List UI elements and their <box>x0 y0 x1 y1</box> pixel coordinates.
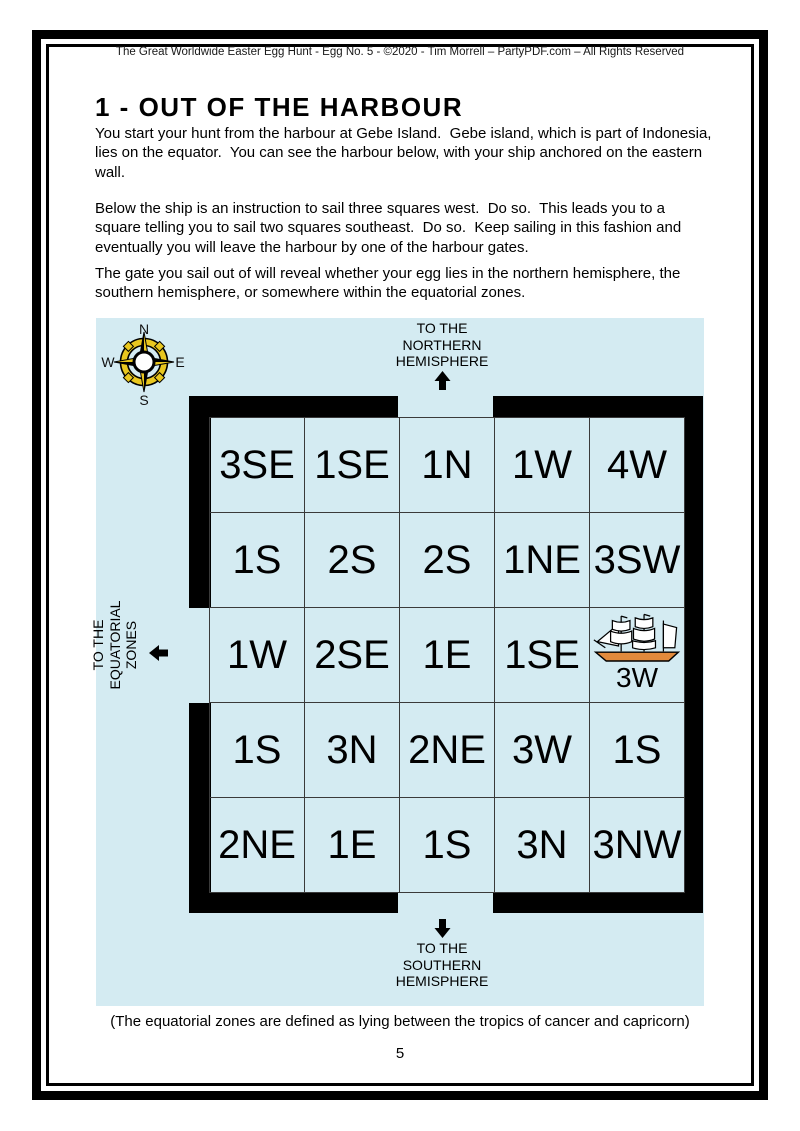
page-title: 1 - OUT OF THE HARBOUR <box>95 92 464 122</box>
grid-cell: 1S <box>590 703 685 798</box>
west-gate-label: TO THE EQUATORIAL ZONES <box>90 600 140 690</box>
harbour-wall-west-upper <box>189 396 211 608</box>
gates-paragraph: The gate you sail out of will reveal whether your egg lies in the northern hemisphere, the southern hemisphere, or somewhere within the equatorial zones. <box>95 265 685 302</box>
grid-cell: 3NW <box>590 798 685 893</box>
instructions-paragraph: Below the ship is an instruction to sail three squares west. Do so. This leads you to a square telling you to sail two squares southeast. Do so. Keep sailing in this fashion and eventually you will leave the harbour by one of the harbour gates. <box>95 200 686 256</box>
grid-cell: 1E <box>400 608 495 703</box>
harbour-wall-west-lower <box>189 703 211 913</box>
north-arrow-icon <box>434 371 451 390</box>
grid-cell: 1SE <box>305 418 400 513</box>
compass-rose-icon <box>96 320 192 410</box>
grid-cell: 3SE <box>210 418 305 513</box>
ship-cell-label: 3W <box>616 662 658 693</box>
grid-cell: 1S <box>400 798 495 893</box>
grid-cell: 2S <box>400 513 495 608</box>
west-arrow-icon <box>149 645 168 661</box>
page-number: 5 <box>395 1045 405 1062</box>
grid-cell: 2SE <box>305 608 400 703</box>
grid-cell: 4W <box>590 418 685 513</box>
document-header: The Great Worldwide Easter Egg Hunt - Egg No. 5 - ©2020 - Tim Morrell – PartyPDF.com – All Rights Reserved <box>115 46 685 58</box>
harbour-wall-bottom-left <box>189 893 398 913</box>
harbour-wall-top-left <box>189 396 398 418</box>
ship-icon <box>593 612 681 666</box>
compass-west-letter: W <box>101 354 115 370</box>
compass-east-letter: E <box>175 354 185 370</box>
grid-cell: 1W <box>495 418 590 513</box>
map-caption: (The equatorial zones are defined as lying between the tropics of cancer and capricorn) <box>110 1013 690 1030</box>
harbour-wall-top-right <box>493 396 703 418</box>
grid-cell: 1W <box>210 608 305 703</box>
grid-cell: 1SE <box>495 608 590 703</box>
harbour-wall-bottom-right <box>493 893 703 913</box>
grid-cell: 1E <box>305 798 400 893</box>
grid-cell: 3N <box>495 798 590 893</box>
grid-cell: 1S <box>210 513 305 608</box>
grid-cell-ship <box>590 608 685 703</box>
south-arrow-icon <box>434 919 451 938</box>
grid-cell: 3N <box>305 703 400 798</box>
grid-cell: 1N <box>400 418 495 513</box>
south-gate-label: TO THE SOUTHERN HEMISPHERE <box>395 940 489 989</box>
intro-paragraph: You start your hunt from the harbour at Gebe Island. Gebe island, which is part of Indonesia, lies on the equator. You can see the harbour below, with your ship anchored on the eastern wall. <box>95 125 716 181</box>
harbour-wall-east <box>684 396 703 913</box>
grid-cell: 1NE <box>495 513 590 608</box>
north-gate-label: TO THE NORTHERN HEMISPHERE <box>395 320 489 369</box>
grid-cell: 2NE <box>210 798 305 893</box>
harbour-grid <box>209 417 685 893</box>
compass-north-letter: N <box>138 321 150 337</box>
compass-south-letter: S <box>139 392 149 408</box>
grid-cell: 3W <box>495 703 590 798</box>
harbour-map <box>90 318 704 1006</box>
grid-cell: 2S <box>305 513 400 608</box>
grid-cell: 2NE <box>400 703 495 798</box>
grid-cell: 1S <box>210 703 305 798</box>
grid-cell: 3SW <box>590 513 685 608</box>
